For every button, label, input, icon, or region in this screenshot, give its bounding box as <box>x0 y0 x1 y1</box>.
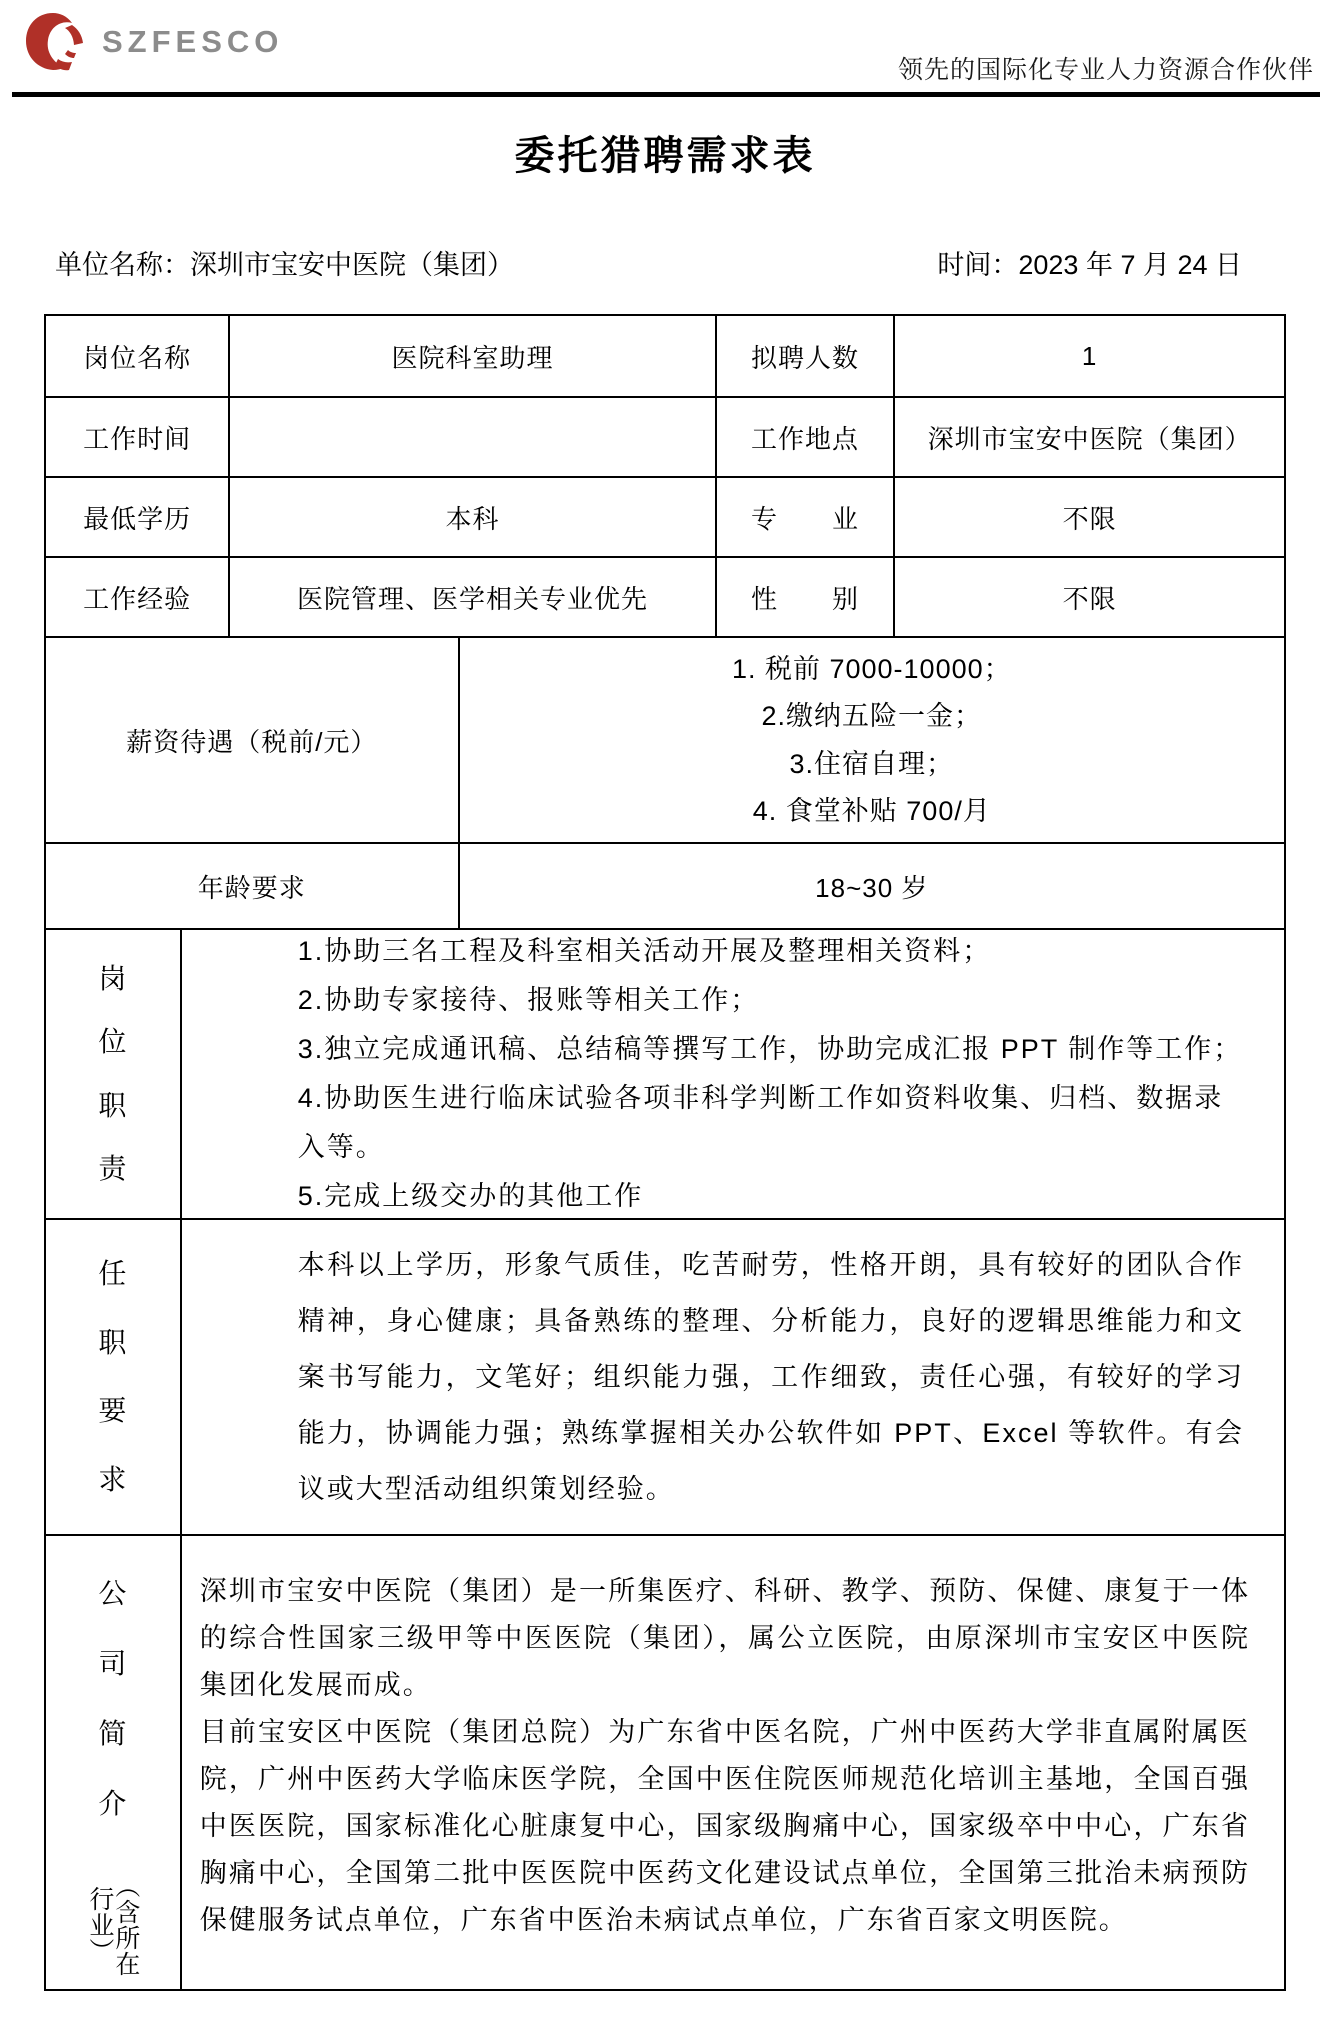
unit-name-value: 深圳市宝安中医院（集团） <box>190 250 514 280</box>
salary-line: 3.住宿自理； <box>789 748 955 779</box>
requirements-label <box>46 1220 180 1534</box>
age-requirement-value: 18~30 岁 <box>458 844 1284 928</box>
table-row-education <box>46 476 1284 556</box>
gender-label: 性 别 <box>715 558 894 636</box>
major-value: 不限 <box>893 478 1284 556</box>
work-location-value: 深圳市宝安中医院（集团） <box>893 398 1284 476</box>
salary-line: 2.缴纳五险一金； <box>761 701 983 732</box>
salary-value <box>458 638 1284 842</box>
duties-label-char: 岗 <box>98 962 128 994</box>
form-date-label: 时间： <box>937 250 1019 280</box>
profile-paragraph: 目前宝安区中医院（集团总院）为广东省中医名院，广州中医药大学非直属附属医院，广州中医药大学临床医学院，全国中医住院医师规范化培训主基地，全国百强中医医院，国家标准化心脏康复中心，国家级胸痛中心，国家级卒中中心，广东省胸痛中心，全国第二批中医医院中医药文化建设试点单位，全国第三批治未病预防保健服务试点单位，广东省中医治未病试点单位，广东省百家文明医院。 <box>199 1717 1250 1935</box>
duty-item: 2.协助专家接待、报账等相关工作； <box>297 985 760 1015</box>
work-time-value <box>228 398 714 476</box>
salary-line: 4. 食堂补贴 700/月 <box>752 796 991 827</box>
szfesco-logo-icon <box>22 10 86 74</box>
profile-label-suffix: （含所在行业） <box>85 1872 140 1977</box>
work-experience-value: 医院管理、医学相关专业优先 <box>228 558 714 636</box>
min-education-label: 最低学历 <box>83 503 192 534</box>
table-row-duties <box>46 928 1284 1218</box>
szfesco-logo <box>22 10 283 74</box>
requirements-label-char: 任 <box>98 1257 128 1289</box>
table-row-requirements <box>46 1218 1284 1534</box>
salary-label: 薪资待遇（税前/元） <box>126 726 378 757</box>
duties-label-char: 责 <box>98 1153 128 1185</box>
work-experience-label: 工作经验 <box>83 583 192 614</box>
work-time-label: 工作时间 <box>83 423 192 454</box>
profile-label-char: 司 <box>98 1648 128 1679</box>
profile-label-char: 简 <box>98 1718 128 1749</box>
duties-list <box>180 930 1284 1218</box>
major-label: 专 业 <box>715 478 894 556</box>
duty-item: 4.协助医生进行临床试验各项非科学判断工作如资料收集、归档、数据录入等。 <box>297 1083 1224 1162</box>
gender-value: 不限 <box>893 558 1284 636</box>
profile-label-char: 介 <box>98 1788 128 1819</box>
duties-label-char: 职 <box>98 1089 128 1121</box>
profile-label-char: 公 <box>98 1578 128 1609</box>
min-education-value: 本科 <box>228 478 714 556</box>
requirements-label-char: 职 <box>98 1326 128 1358</box>
unit-name <box>55 243 514 282</box>
page-title: 委托猎聘需求表 <box>514 134 816 178</box>
profile-paragraph: 深圳市宝安中医院（集团）是一所集医疗、科研、教学、预防、保健、康复于一体的综合性国家三级甲等中医医院（集团），属公立医院，由原深圳市宝安区中医院集团化发展而成。 <box>199 1576 1250 1700</box>
page-header <box>0 0 1330 92</box>
age-requirement-label: 年龄要求 <box>197 872 306 903</box>
header-tagline: 领先的国际化专业人力资源合作伙伴 <box>897 57 1314 84</box>
form-date <box>937 243 1242 282</box>
requirements-label-char: 求 <box>98 1464 128 1496</box>
duties-label-char: 位 <box>98 1026 128 1058</box>
duties-label <box>46 930 180 1218</box>
meta-row <box>55 243 1242 282</box>
header-rule <box>12 92 1320 97</box>
requirements-text: 本科以上学历，形象气质佳，吃苦耐劳，性格开朗，具有较好的团队合作精神，身心健康；具备熟练的整理、分析能力，良好的逻辑思维能力和文案书写能力，文笔好；组织能力强，工作细致，责任心强，有较好的学习能力，协调能力强；熟练掌握相关办公软件如 PPT、Excel 等软件。有会议或大型活动组织策划经验。 <box>180 1220 1284 1534</box>
table-row-position <box>46 316 1284 396</box>
form-date-value: 2023 年 7 月 24 日 <box>1018 250 1242 280</box>
position-name-label: 岗位名称 <box>83 342 192 373</box>
headcount-label: 拟聘人数 <box>715 316 894 396</box>
szfesco-logo-text: SZFESCO <box>102 24 284 59</box>
duty-item: 1.协助三名工程及科室相关活动开展及整理相关资料； <box>297 936 992 966</box>
requirements-label-char: 要 <box>98 1395 128 1427</box>
unit-name-label: 单位名称： <box>55 250 190 280</box>
work-location-label: 工作地点 <box>715 398 894 476</box>
position-name-value: 医院科室助理 <box>228 316 714 396</box>
company-profile-text <box>180 1536 1284 1989</box>
table-row-company-profile <box>46 1534 1284 1989</box>
salary-line: 1. 税前 7000-10000； <box>731 653 1012 684</box>
requirements-form-table <box>44 314 1286 1991</box>
duty-item: 5.完成上级交办的其他工作 <box>297 1181 644 1211</box>
table-row-salary <box>46 636 1284 842</box>
table-row-age <box>46 842 1284 928</box>
duty-item: 3.独立完成通讯稿、总结稿等撰写工作，协助完成汇报 PPT 制作等工作； <box>297 1034 1243 1064</box>
table-row-worktime <box>46 396 1284 476</box>
table-row-experience <box>46 556 1284 636</box>
company-profile-label <box>46 1536 180 1989</box>
headcount-value: 1 <box>893 316 1284 396</box>
